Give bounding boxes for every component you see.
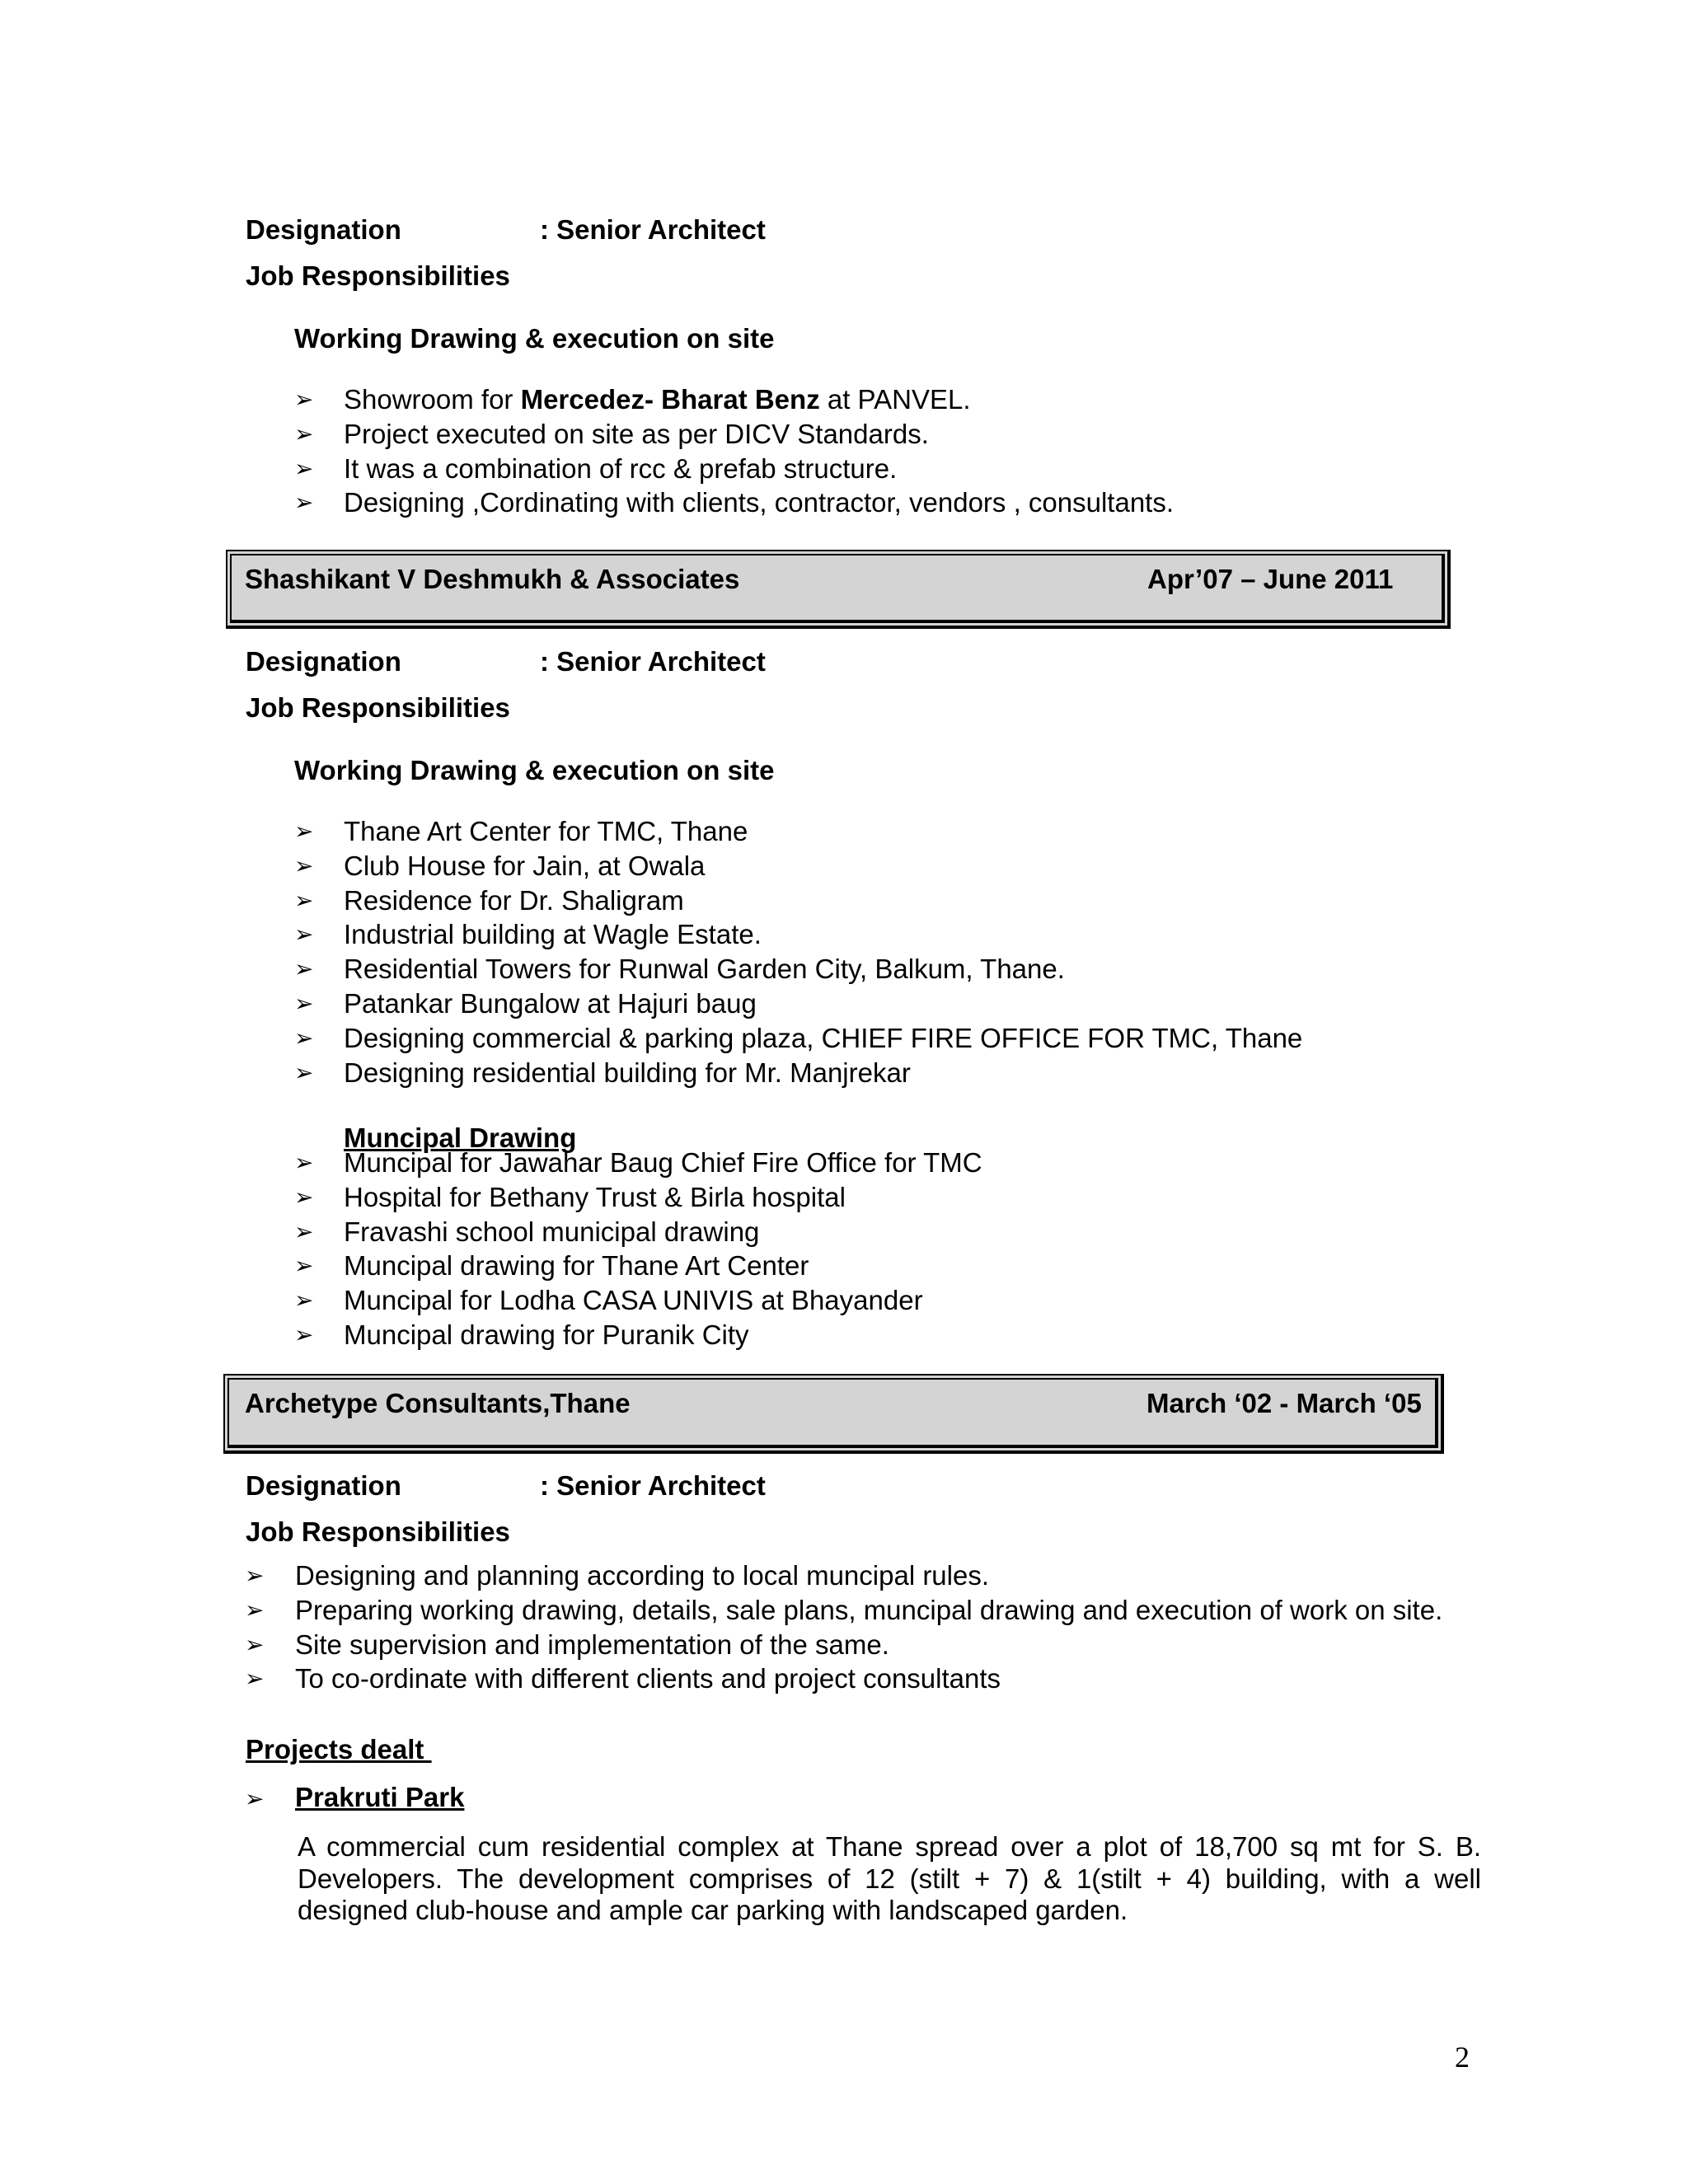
list-item: ➢ Residential Towers for Runwal Garden City, Balkum, Thane. (294, 952, 1302, 987)
list-item: ➢ Project executed on site as per DICV Standards. (294, 417, 1174, 452)
arrow-bullet-icon: ➢ (294, 490, 314, 516)
list-item: ➢ It was a combination of rcc & prefab structure. (294, 452, 1174, 486)
arrow-bullet-icon: ➢ (294, 1059, 314, 1085)
designation-value: : Senior Architect (540, 1470, 766, 1501)
section-subheading: Working Drawing & execution on site (294, 323, 775, 354)
list-item: ➢ Muncipal for Lodha CASA UNIVIS at Bhayander (294, 1283, 982, 1318)
arrow-bullet-icon: ➢ (294, 1321, 314, 1347)
company-name: Shashikant V Deshmukh & Associates (245, 564, 740, 594)
list-item: ➢ Hospital for Bethany Trust & Birla hospital (294, 1180, 982, 1215)
list-item: ➢ Muncipal drawing for Puranik City (294, 1318, 982, 1352)
company-header-bar (226, 550, 1451, 629)
arrow-bullet-icon: ➢ (294, 852, 314, 879)
page-number: 2 (1455, 2041, 1470, 2074)
arrow-bullet-icon: ➢ (294, 1024, 314, 1051)
list-item: ➢ Preparing working drawing, details, sale plans, muncipal drawing and execution of work on site. (245, 1593, 1442, 1628)
list-item: ➢ Club House for Jain, at Owala (294, 849, 1302, 883)
job-responsibilities-heading: Job Responsibilities (246, 692, 510, 723)
projects-dealt-heading: Projects dealt (246, 1734, 432, 1765)
project-list (294, 814, 1302, 1090)
municipal-list (294, 1146, 982, 1352)
arrow-bullet-icon: ➢ (294, 420, 314, 447)
list-item: ➢ Designing commercial & parking plaza, CHIEF FIRE OFFICE FOR TMC, Thane (294, 1021, 1302, 1056)
designation-label: Designation (246, 1470, 401, 1501)
arrow-bullet-icon: ➢ (294, 1287, 314, 1314)
list-item: ➢ Thane Art Center for TMC, Thane (294, 814, 1302, 849)
arrow-bullet-icon: ➢ (294, 1183, 314, 1210)
designation-label: Designation (246, 646, 401, 677)
arrow-bullet-icon: ➢ (294, 818, 314, 844)
arrow-bullet-icon: ➢ (245, 1596, 265, 1623)
responsibility-list (294, 382, 1174, 520)
company-name: Archetype Consultants,Thane (245, 1388, 631, 1418)
list-item: ➢ Muncipal drawing for Thane Art Center (294, 1249, 982, 1283)
arrow-bullet-icon: ➢ (294, 921, 314, 948)
project-description: A commercial cum residential complex at Thane spread over a plot of 18,700 sq mt for S. B. Developers. The development comprises of 12 (stilt + 7) & 1(stilt + 4) building, with a well designed club-house and ample car parking with landscaped garden. (298, 1831, 1481, 1925)
designation-label: Designation (246, 214, 401, 245)
arrow-bullet-icon: ➢ (294, 387, 314, 412)
project-name: Prakruti Park (295, 1782, 465, 1812)
arrow-bullet-icon: ➢ (245, 1631, 265, 1657)
arrow-bullet-icon: ➢ (294, 1218, 314, 1244)
job-responsibilities-heading: Job Responsibilities (246, 1516, 510, 1547)
arrow-bullet-icon: ➢ (294, 956, 314, 982)
arrow-bullet-icon: ➢ (294, 1150, 314, 1175)
list-item: ➢ Site supervision and implementation of the same. (245, 1628, 1442, 1662)
arrow-bullet-icon: ➢ (294, 455, 314, 481)
employment-dates: March ‘02 - March ‘05 (1146, 1388, 1422, 1418)
arrow-bullet-icon: ➢ (245, 1563, 265, 1588)
arrow-bullet-icon: ➢ (294, 990, 314, 1016)
responsibility-list (245, 1558, 1442, 1696)
list-item: ➢ Designing residential building for Mr. Manjrekar (294, 1056, 1302, 1090)
arrow-bullet-icon: ➢ (245, 1786, 265, 1811)
arrow-bullet-icon: ➢ (294, 1253, 314, 1279)
section-subheading: Working Drawing & execution on site (294, 755, 775, 785)
list-item: ➢ Muncipal for Jawahar Baug Chief Fire Office for TMC (294, 1146, 982, 1180)
brand-name: Mercedez- Bharat Benz (520, 384, 820, 415)
list-item: ➢ Designing ,Cordinating with clients, contractor, vendors , consultants. (294, 485, 1174, 520)
designation-value: : Senior Architect (540, 214, 766, 245)
employment-dates: Apr’07 – June 2011 (1147, 564, 1394, 594)
list-item: ➢ Residence for Dr. Shaligram (294, 883, 1302, 918)
list-item: ➢ Showroom for Mercedez- Bharat Benz at PANVEL. (294, 382, 1174, 417)
arrow-bullet-icon: ➢ (294, 887, 314, 913)
list-item: ➢ Fravashi school municipal drawing (294, 1215, 982, 1249)
municipal-drawing-heading: Muncipal Drawing (344, 1122, 577, 1153)
designation-value: : Senior Architect (540, 646, 766, 677)
project-entry (245, 1783, 264, 1811)
list-item: ➢ Industrial building at Wagle Estate. (294, 917, 1302, 952)
company-header-bar (223, 1374, 1444, 1454)
arrow-bullet-icon: ➢ (245, 1666, 265, 1692)
list-item: ➢ Designing and planning according to local muncipal rules. (245, 1558, 1442, 1593)
list-item: ➢ Patankar Bungalow at Hajuri baug (294, 987, 1302, 1021)
job-responsibilities-heading: Job Responsibilities (246, 260, 510, 291)
list-item: ➢ To co-ordinate with different clients and project consultants (245, 1661, 1442, 1696)
